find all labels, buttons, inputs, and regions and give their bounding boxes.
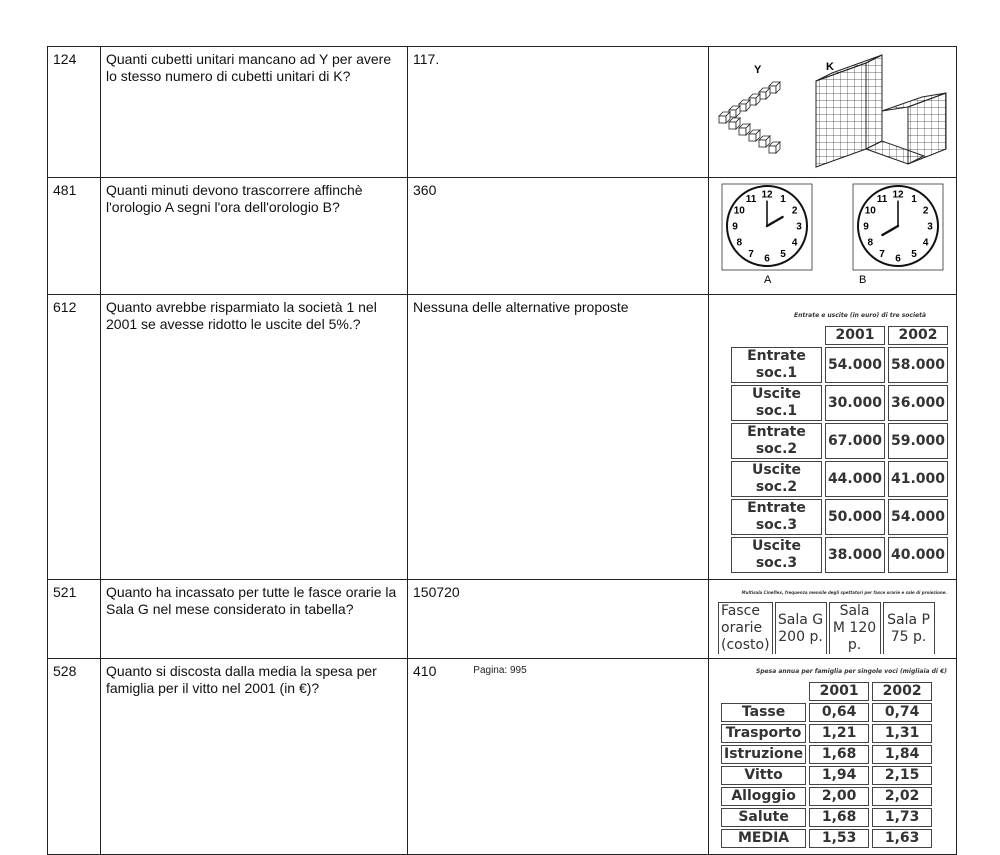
col-header: 2001 <box>825 326 885 345</box>
clock-number: 6 <box>764 253 770 265</box>
cell: 0,74 <box>872 703 932 722</box>
label-k: K <box>826 61 834 73</box>
table-row <box>48 178 957 295</box>
table-row <box>48 580 957 659</box>
row-label: Uscite soc.3 <box>731 537 822 573</box>
col-header: Sala P 75 p. <box>883 602 935 654</box>
clock-number: 10 <box>864 205 876 217</box>
label-b: B <box>859 274 867 286</box>
row-label: MEDIA <box>721 829 806 848</box>
answer-text: 150720 <box>408 580 709 659</box>
cell: 41.000 <box>888 461 948 497</box>
row-label: Alloggio <box>721 787 806 806</box>
cinema-title: Multisala Cineflex, frequenza mensile degli spettatori per fasce orarie e sale di proiezione. <box>741 590 947 595</box>
clock-number: 5 <box>780 249 786 261</box>
row-label: Vitto <box>721 766 806 785</box>
row-label: Istruzione <box>721 745 806 764</box>
question-id: 612 <box>48 295 101 580</box>
cell: 2,02 <box>872 787 932 806</box>
answer-text: 360 <box>408 178 709 295</box>
cell: 30.000 <box>825 385 885 421</box>
cinema-table <box>716 601 937 654</box>
clock-number: 1 <box>911 193 917 205</box>
answer-text: 410 <box>408 659 709 855</box>
clock-number: 2 <box>922 205 929 217</box>
question-id: 124 <box>48 47 101 178</box>
shape-k <box>816 55 946 167</box>
row-label: Entrate soc.2 <box>731 423 822 459</box>
cell: 0,64 <box>809 703 869 722</box>
clock-number: 2 <box>791 205 798 217</box>
table-row <box>48 659 957 855</box>
row-label: Salute <box>721 808 806 827</box>
question-id: 528 <box>48 659 101 855</box>
cell: 44.000 <box>825 461 885 497</box>
figure-cell <box>709 47 957 178</box>
clocks-figure <box>714 182 954 286</box>
table-row <box>731 326 948 345</box>
row-label: Trasporto <box>721 724 806 743</box>
question-text: Quanto si discosta dalla media la spesa per famiglia per il vitto nel 2001 (in €)? <box>101 659 408 855</box>
col-header: Sala M 120 p. <box>829 602 881 654</box>
cell: 58.000 <box>888 347 948 383</box>
row-label: Tasse <box>721 703 806 722</box>
page-footer: Pagina: 995 <box>473 665 527 676</box>
clock-number: 4 <box>922 237 929 249</box>
row-label: Uscite soc.2 <box>731 461 822 497</box>
table-row <box>48 47 957 178</box>
clock-number: 8 <box>867 237 874 249</box>
clock-number: 3 <box>927 221 933 233</box>
cell: 1,84 <box>872 745 932 764</box>
clock-number: 7 <box>748 249 754 261</box>
cell: 36.000 <box>888 385 948 421</box>
clock-number: 9 <box>732 221 738 233</box>
clock-number: 10 <box>733 205 745 217</box>
cubes-figure <box>714 51 954 169</box>
cell: 2,15 <box>872 766 932 785</box>
figure-cell <box>709 178 957 295</box>
shape-y <box>719 82 780 153</box>
clock-a <box>727 186 807 266</box>
cell: 1,73 <box>872 808 932 827</box>
figure-cell <box>709 659 957 855</box>
row-label: Uscite soc.1 <box>731 385 822 421</box>
clock-number: 11 <box>745 193 757 205</box>
clock-number: 12 <box>892 189 904 201</box>
cell: 54.000 <box>888 499 948 535</box>
cell: 38.000 <box>825 537 885 573</box>
figure-cell <box>709 580 957 659</box>
cell: 1,94 <box>809 766 869 785</box>
col-header: 2002 <box>872 682 932 701</box>
cell: 67.000 <box>825 423 885 459</box>
clock-number: 11 <box>876 193 888 205</box>
question-id: 481 <box>48 178 101 295</box>
clock-number: 9 <box>863 221 869 233</box>
corner-label: Fasce orarie (costo) <box>718 602 773 654</box>
question-table <box>47 46 957 855</box>
col-header: 2002 <box>888 326 948 345</box>
clock-number: 8 <box>736 237 743 249</box>
clock-number: 5 <box>911 249 917 261</box>
clock-b <box>858 186 938 266</box>
label-y: Y <box>754 64 762 76</box>
cell: 40.000 <box>888 537 948 573</box>
cell: 1,53 <box>809 829 869 848</box>
clock-number: 6 <box>895 253 901 265</box>
col-header: 2001 <box>809 682 869 701</box>
table-row <box>48 295 957 580</box>
clock-number: 1 <box>780 193 786 205</box>
figure-cell <box>709 295 957 580</box>
question-text: Quanto avrebbe risparmiato la società 1 nel 2001 se avesse ridotto le uscite del 5%.? <box>101 295 408 580</box>
societa-table <box>728 324 951 575</box>
spesa-table <box>718 680 935 850</box>
cell: 1,68 <box>809 808 869 827</box>
row-label: Entrate soc.1 <box>731 347 822 383</box>
spesa-title: Spesa annua per famiglia per singole voci (migliaia di €) <box>755 668 947 675</box>
clock-number: 4 <box>791 237 798 249</box>
clock-number: 3 <box>796 221 802 233</box>
cell: 1,31 <box>872 724 932 743</box>
cell: 2,00 <box>809 787 869 806</box>
societa-title: Entrate e uscite (in euro) di tre società <box>793 312 927 319</box>
cell: 1,21 <box>809 724 869 743</box>
cell: 50.000 <box>825 499 885 535</box>
answer-text: Nessuna delle alternative proposte <box>408 295 709 580</box>
cell: 1,68 <box>809 745 869 764</box>
question-text: Quanti cubetti unitari mancano ad Y per avere lo stesso numero di cubetti unitari di K? <box>101 47 408 178</box>
col-header: Sala G 200 p. <box>775 602 827 654</box>
cell: 59.000 <box>888 423 948 459</box>
answer-text: 117. <box>408 47 709 178</box>
label-a: A <box>764 274 772 286</box>
question-id: 521 <box>48 580 101 659</box>
row-label: Entrate soc.3 <box>731 499 822 535</box>
clock-number: 12 <box>761 189 773 201</box>
cell: 54.000 <box>825 347 885 383</box>
clock-number: 7 <box>879 249 885 261</box>
question-text: Quanto ha incassato per tutte le fasce orarie la Sala G nel mese considerato in tabella? <box>101 580 408 659</box>
cell: 1,63 <box>872 829 932 848</box>
question-text: Quanti minuti devono trascorrere affinchè l'orologio A segni l'ora dell'orologio B? <box>101 178 408 295</box>
